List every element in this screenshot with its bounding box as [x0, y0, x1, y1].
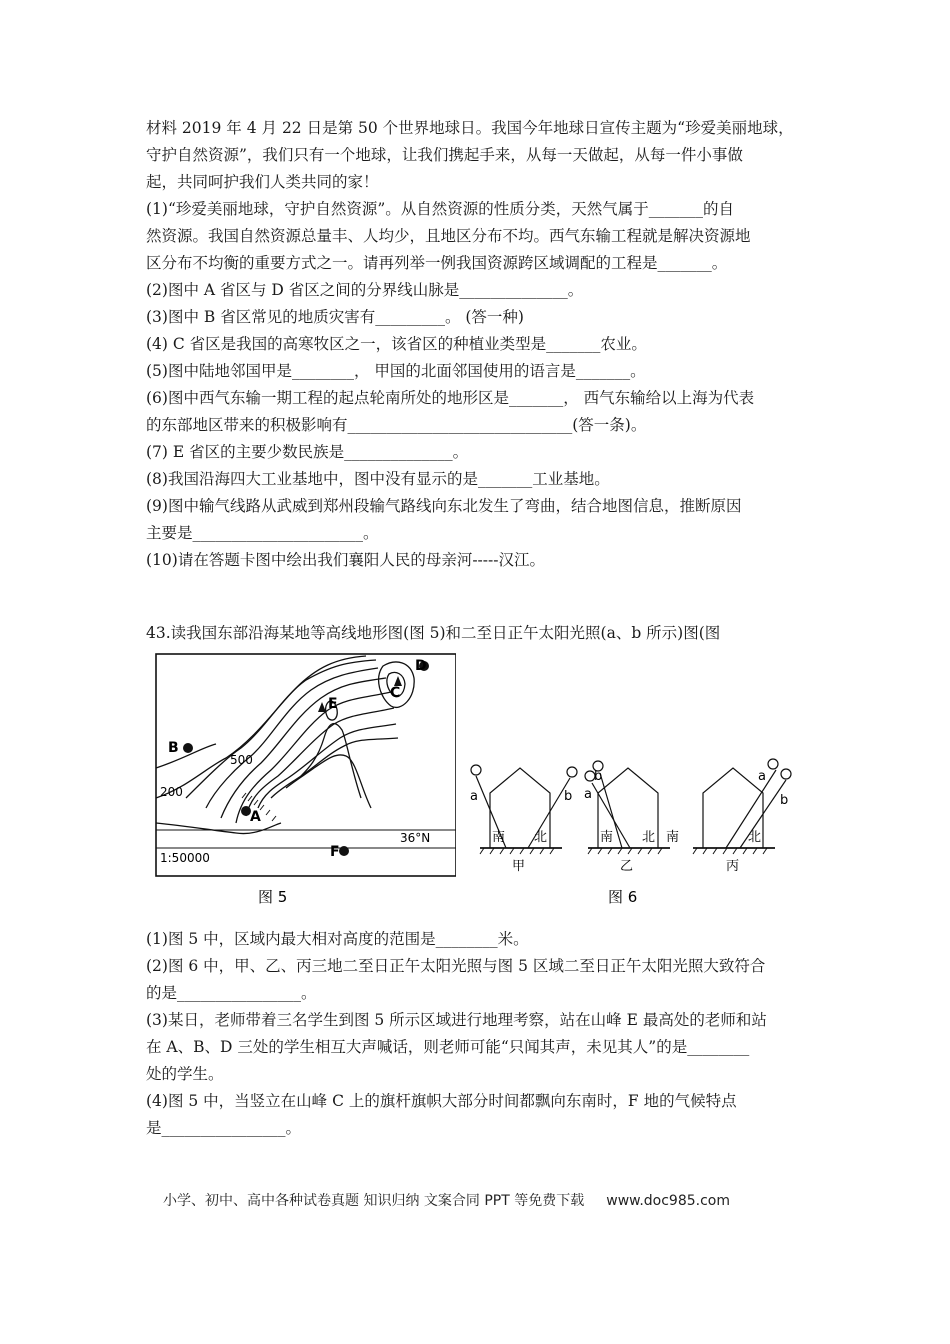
question-8-line: (8)我国沿海四大工业基地中，图中没有显示的是_______工业基地。 — [146, 470, 610, 488]
panel-2-a: a — [584, 787, 592, 802]
panel-1-name: 甲 — [512, 859, 526, 874]
panel-1-north: 北 — [534, 830, 548, 845]
question-5-line: (5)图中陆地邻国甲是________， 甲国的北面邻国使用的语言是_______。 — [146, 362, 646, 380]
figures-area — [146, 648, 808, 910]
question-1-line: 然资源。我国自然资源总量丰、人均少，且地区分布不均。西气东输工程就是解决资源地 — [146, 227, 751, 245]
material-section — [146, 115, 816, 574]
question-43-line: (1)图 5 中，区域内最大相对高度的范围是________米。 — [146, 930, 529, 948]
figure-6-caption: 图 6 — [608, 888, 638, 906]
point-f-dot — [339, 846, 349, 856]
question-10-line: (10)请在答题卡图中绘出我们襄阳人民的母亲河-----汉江。 — [146, 551, 546, 569]
page-footer — [163, 1190, 730, 1210]
panel-1-south: 南 — [492, 830, 506, 845]
label-d: D — [415, 658, 427, 674]
footer-text: 小学、初中、高中各种试卷真题 知识归纳 文案合同 PPT 等免费下载 — [163, 1193, 585, 1209]
question-6-line: 的东部地区带来的积极影响有_____________________________(答一条)。 — [146, 416, 647, 434]
question-1-line: 区分布不均衡的重要方式之一。请再列举一例我国资源跨区域调配的工程是_______。 — [146, 254, 728, 272]
label-a: A — [250, 809, 261, 825]
panel-3-south: 南 — [666, 830, 680, 845]
question-43-line: (3)某日，老师带着三名学生到图 5 所示区域进行地理考察，站在山峰 E 最高处的老师和站 — [146, 1011, 767, 1029]
question-43-intro: 43.读我国东部沿海某地等高线地形图(图 5)和二至日正午太阳光照(a、b 所示)图(图 — [146, 624, 721, 642]
contour-500-label: 500 — [230, 753, 253, 767]
figure-5-caption: 图 5 — [258, 888, 288, 906]
question-43-line: 在 A、B、D 三处的学生相互大声喊话，则老师可能“只闻其声，未见其人”的是________ — [146, 1038, 750, 1056]
question-9-line: (9)图中输气线路从武威到郑州段输气路线向东北发生了弯曲，结合地图信息，推断原因 — [146, 497, 742, 515]
panel-1-a: a — [470, 789, 478, 804]
label-b: B — [168, 740, 179, 756]
question-43-line: 的是________________。 — [146, 984, 317, 1002]
contour-map-figure — [146, 648, 456, 910]
question-43-line: 处的学生。 — [146, 1065, 224, 1083]
question-43-section — [146, 926, 816, 1142]
contour-200-label: 200 — [160, 785, 183, 799]
label-c: C — [390, 685, 401, 701]
question-7-line: (7) E 省区的主要少数民族是______________。 — [146, 443, 469, 461]
question-6-line: (6)图中西气东输一期工程的起点轮南所处的地形区是_______， 西气东输给以上海为代表 — [146, 389, 755, 407]
question-4-line: (4) C 省区是我国的高寒牧区之一，该省区的种植业类型是_______农业。 — [146, 335, 647, 353]
label-e: E — [328, 696, 338, 712]
latitude-label: 36°N — [400, 831, 431, 845]
footer-url: www.doc985.com — [606, 1193, 730, 1209]
label-f: F — [330, 844, 340, 860]
question-2-line: (2)图中 A 省区与 D 省区之间的分界线山脉是______________。 — [146, 281, 584, 299]
question-43-line: (2)图 6 中，甲、乙、丙三地二至日正午太阳光照与图 5 区域二至日正午太阳光照大致符合 — [146, 957, 766, 975]
material-line: 起，共同呵护我们人类共同的家！ — [146, 173, 379, 191]
panel-3-a: a — [758, 769, 766, 784]
question-1-line: (1)“珍爱美丽地球，守护自然资源”。从自然资源的性质分类，天然气属于_______的自 — [146, 200, 735, 218]
panel-3-b: b — [780, 793, 789, 808]
question-43-line: 是________________。 — [146, 1119, 302, 1137]
question-9-line: 主要是______________________。 — [146, 524, 379, 542]
panel-2-north: 北 — [642, 830, 656, 845]
point-b-dot — [183, 743, 193, 753]
scale-label: 1:50000 — [160, 851, 210, 865]
panel-1-b: b — [564, 789, 573, 804]
panel-3-name: 丙 — [726, 859, 740, 874]
panel-2-b: b — [594, 769, 603, 784]
question-43-line: (4)图 5 中，当竖立在山峰 C 上的旗杆旗帜大部分时间都飘向东南时，F 地的气候特点 — [146, 1092, 737, 1110]
material-line: 守护自然资源”，我们只有一个地球，让我们携起手来，从每一天做起，从每一件小事做 — [146, 146, 743, 164]
material-line: 材料 2019 年 4 月 22 日是第 50 个世界地球日。我国今年地球日宣传主题为“珍爱美丽地球， — [146, 119, 794, 137]
panel-2-name: 乙 — [620, 859, 634, 874]
question-3-line: (3)图中 B 省区常见的地质灾害有_________。 (答一种) — [146, 308, 524, 326]
sunlight-figure — [458, 648, 808, 910]
panel-3-north: 北 — [748, 830, 762, 845]
panel-2-south: 南 — [600, 830, 614, 845]
